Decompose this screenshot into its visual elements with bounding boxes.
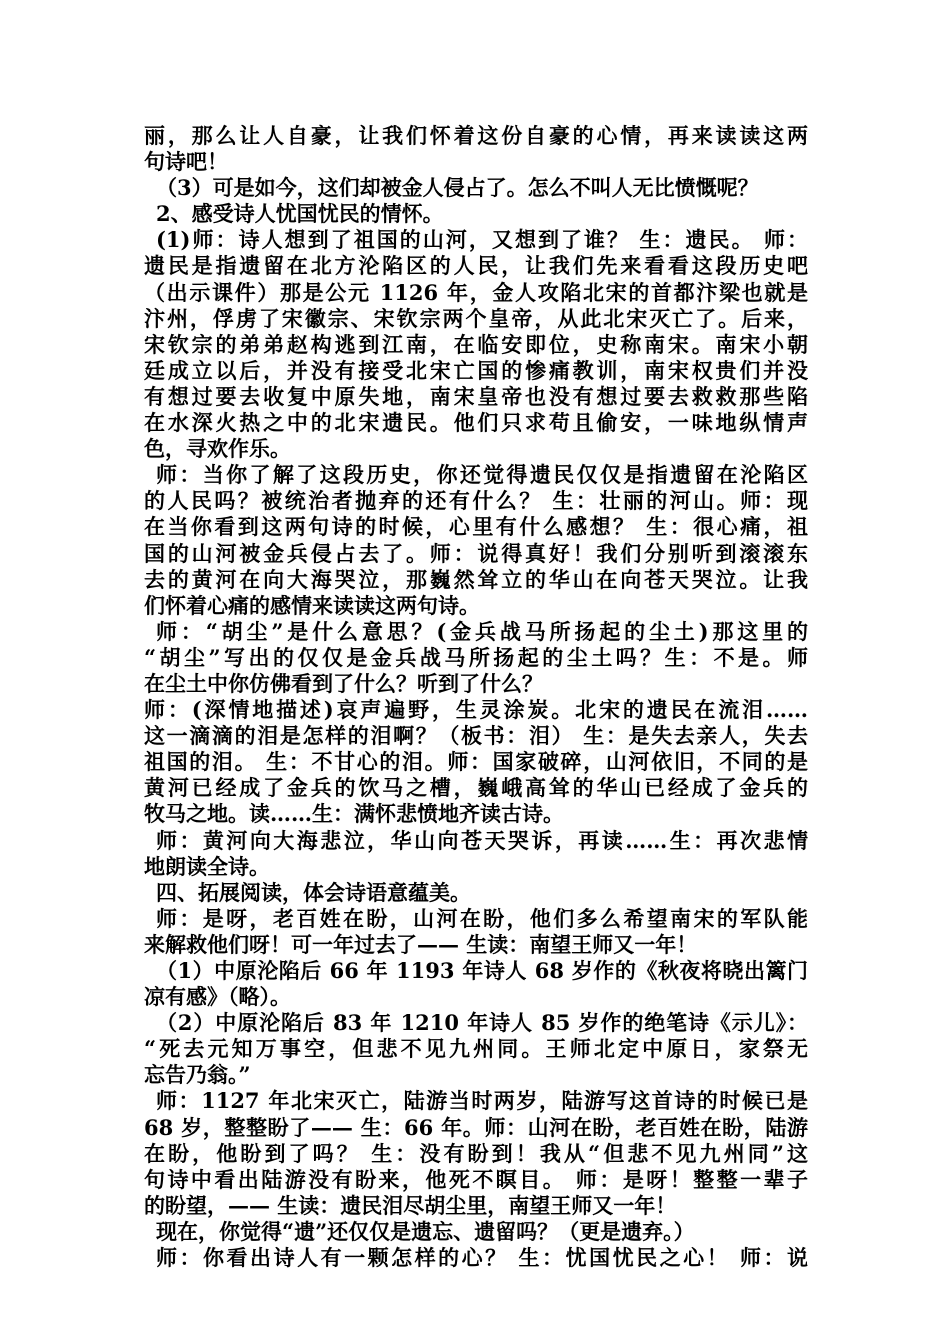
text-line: 在水深火热之中的北宋遗民。他们只求苟且偷安，一味地纵情声 — [144, 410, 808, 436]
text-line: 师：黄河向大海悲泣，华山向苍天哭诉，再读……生：再次悲情 — [156, 827, 808, 853]
text-line: 凉有感》（略）。 — [144, 984, 291, 1010]
lesson-text-body — [144, 123, 808, 1271]
text-line: 祖国的泪。 生：不甘心的泪。师：国家破碎，山河依旧，不同的是 — [144, 749, 808, 775]
text-line: 的人民吗？被统治者抛弃的还有什么？ 生：壮丽的河山。师：现 — [144, 488, 808, 514]
text-line: 2、感受诗人忧国忧民的情怀。 — [156, 201, 444, 227]
text-line: “死去元知万事空，但悲不见九州同。王师北定中原日，家祭无 — [144, 1036, 808, 1062]
text-line: 有想过要去收复中原失地，南宋皇帝也没有想过要去救救那些陷 — [144, 383, 808, 409]
text-line: 去的黄河在向大海哭泣，那巍然耸立的华山在向苍天哭泣。让我 — [144, 566, 808, 592]
text-line: 忘告乃翁。” — [144, 1062, 251, 1088]
text-line: 现在，你觉得“遗”还仅仅是遗忘、遗留吗？（更是遗弃。） — [156, 1218, 695, 1244]
text-line: 来解救他们呀！可一年过去了—— 生读：南望王师又一年！ — [144, 931, 698, 957]
text-line: 牧马之地。读……生：满怀悲愤地齐读古诗。 — [144, 801, 564, 827]
text-line: 师：(深情地描述)哀声遍野，生灵涂炭。北宋的遗民在流泪…… — [144, 697, 808, 723]
text-line: 师：1127 年北宋灭亡，陆游当时两岁，陆游写这首诗的时候已是 — [156, 1088, 808, 1114]
text-line: 丽，那么让人自豪，让我们怀着这份自豪的心情，再来读读这两 — [144, 123, 808, 148]
text-line: 在盼，他盼到了吗？ 生：没有盼到！我从“但悲不见九州同”这 — [144, 1140, 808, 1166]
text-line: 师：是呀，老百姓在盼，山河在盼，他们多么希望南宋的军队能 — [156, 905, 808, 931]
text-line: （出示课件）那是公元 1126 年，金人攻陷北宋的首都汴梁也就是 — [144, 279, 808, 305]
text-line: （3）可是如今，这们却被金人侵占了。怎么不叫人无比愤慨呢？ — [156, 175, 759, 201]
text-line: “胡尘”写出的仅仅是金兵战马所扬起的尘土吗？生：不是。师 — [144, 644, 808, 670]
text-line: 句诗吧！ — [144, 149, 228, 175]
text-line: 们怀着心痛的感情来读读这两句诗。 — [144, 592, 480, 618]
text-line: (1)师：诗人想到了祖国的山河，又想到了谁？ 生：遗民。 师： — [156, 227, 808, 253]
text-line: 遗民是指遗留在北方沦陷区的人民，让我们先来看看这段历史吧 — [144, 253, 808, 279]
text-line: 在尘土中你仿佛看到了什么？听到了什么？ — [144, 670, 543, 696]
text-line: 68 岁，整整盼了—— 生：66 年。师：山河在盼，老百姓在盼，陆游 — [144, 1114, 808, 1140]
text-line: 这一滴滴的泪是怎样的泪啊？（板书：泪） 生：是失去亲人，失去 — [144, 723, 808, 749]
text-line: （2）中原沦陷后 83 年 1210 年诗人 85 岁作的绝笔诗《示儿》： — [156, 1010, 808, 1036]
text-line: 汴州，俘虏了宋徽宗、宋钦宗两个皇帝，从此北宋灭亡了。后来， — [144, 305, 808, 331]
text-line: 句诗中看出陆游没有盼来，他死不瞑目。 师：是呀！整整一辈子 — [144, 1166, 808, 1192]
text-line: 色，寻欢作乐。 — [144, 436, 291, 462]
text-line: 师：当你了解了这段历史，你还觉得遗民仅仅是指遗留在沦陷区 — [156, 462, 808, 488]
text-line: 宋钦宗的弟弟赵构逃到江南，在临安即位，史称南宋。南宋小朝 — [144, 331, 808, 357]
text-line: 地朗读全诗。 — [144, 853, 270, 879]
text-line: 师：你看出诗人有一颗怎样的心？ 生：忧国忧民之心！ 师：说 — [156, 1245, 808, 1271]
text-line: 在当你看到这两句诗的时候，心里有什么感想？ 生：很心痛，祖 — [144, 514, 808, 540]
text-line: （1）中原沦陷后 66 年 1193 年诗人 68 岁作的《秋夜将晓出篱门 — [156, 958, 808, 983]
text-line: 国的山河被金兵侵占去了。师：说得真好！我们分别听到滚滚东 — [144, 540, 808, 566]
text-line: 黄河已经成了金兵的饮马之槽，巍峨高耸的华山已经成了金兵的 — [144, 775, 808, 801]
text-line: 的盼望，—— 生读：遗民泪尽胡尘里，南望王师又一年！ — [144, 1192, 677, 1218]
text-line: 廷成立以后，并没有接受北宋亡国的惨痛教训，南宋权贵们并没 — [144, 357, 808, 383]
text-line: 四、拓展阅读，体会诗语意蕴美。 — [156, 879, 471, 905]
text-line: 师：“胡尘”是什么意思？(金兵战马所扬起的尘土)那这里的 — [156, 618, 808, 644]
